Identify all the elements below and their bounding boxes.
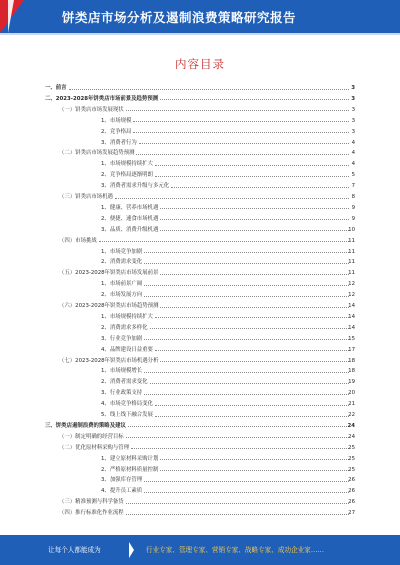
toc-entry[interactable] (45, 237, 355, 245)
toc-leader-dots (144, 492, 349, 493)
toc-entry[interactable] (45, 487, 355, 495)
page-header (0, 0, 400, 33)
toc-leader-dots (155, 350, 349, 351)
toc-entry-label: 一、前言 (45, 85, 67, 91)
toc-entry-label: （二）优化原材料采购与管理 (59, 444, 130, 451)
toc-entry-page: 11 (348, 248, 355, 255)
toc-leader-dots (160, 219, 349, 220)
toc-entry-label: 4、品牌建设日益重要 (101, 346, 153, 353)
toc-entry-page: 18 (348, 357, 355, 364)
toc-leader-dots (160, 274, 349, 275)
toc-entry-page: 9 (351, 204, 355, 211)
toc-leader-dots (155, 317, 349, 318)
toc-leader-dots (139, 143, 349, 144)
toc-entry-page: 3 (351, 106, 355, 113)
toc-leader-dots (131, 448, 349, 449)
toc-entry-page: 14 (348, 313, 355, 320)
toc-entry-page: 14 (348, 303, 355, 309)
toc-entry-label: 2、消费需求变化 (101, 259, 143, 266)
toc-leader-dots (144, 252, 349, 253)
toc-leader-dots (126, 110, 349, 111)
toc-entry-label: 3、加强库存管理 (101, 477, 143, 484)
toc-leader-dots (99, 241, 349, 242)
toc-entry-page: 25 (348, 444, 355, 451)
toc-entry[interactable] (45, 215, 355, 223)
toc-entry-label: （四）推行标准化作业流程 (59, 510, 124, 517)
toc-entry[interactable] (45, 444, 355, 452)
toc-entry[interactable] (45, 280, 355, 288)
toc-entry-label: 2、严格原材料质量控制 (101, 466, 159, 473)
toc-entry-label: （一）制定明确的经营目标 (59, 433, 124, 440)
toc-entry-label: 2、便捷、速食市场机遇 (101, 215, 159, 222)
toc-entry[interactable] (45, 324, 355, 332)
report-title: 饼类店市场分析及遏制浪费策略研究报告 (62, 10, 297, 25)
toc-entry-label: 2、竞争格局 (101, 128, 132, 135)
toc-entry-page: 3 (351, 128, 355, 135)
toc-entry[interactable] (45, 84, 355, 92)
footer-slogan-left: 让每个人都能成为 (48, 546, 101, 554)
toc-entry[interactable] (45, 422, 355, 430)
toc-leader-dots (160, 307, 349, 308)
toc-leader-dots (136, 154, 349, 155)
toc-entry-label: 1、建立原材料采购计划 (101, 455, 159, 462)
toc-leader-dots (144, 372, 349, 373)
toc-entry-page: 3 (351, 95, 355, 102)
toc-entry-page: 4 (351, 150, 355, 157)
toc-entry-page: 26 (348, 477, 355, 484)
toc-entry-label: 1、市场前景广阔 (101, 281, 143, 288)
toc-leader-dots (155, 405, 349, 406)
toc-leader-dots (126, 514, 349, 515)
toc-entry-page: 19 (348, 379, 355, 386)
toc-entry-label: 1、市场规模增长 (101, 368, 143, 375)
toc-entry[interactable] (45, 335, 355, 343)
toc-entry-page: 25 (348, 466, 355, 473)
toc-heading: 内容目录 (175, 57, 225, 71)
toc-entry[interactable] (45, 455, 355, 463)
toc-leader-dots (144, 394, 349, 395)
toc-entry-label: 3、消费者需求升级与多元化 (101, 183, 170, 190)
toc-entry-label: （七）2023-2028年饼类店市场机遇分析 (59, 357, 159, 364)
toc-entry-page: 24 (347, 422, 355, 429)
toc-leader-dots (160, 99, 349, 100)
toc-entry-page: 7 (351, 183, 355, 190)
toc-leader-dots (160, 361, 349, 362)
toc-entry[interactable] (45, 182, 355, 190)
toc-entry[interactable] (45, 367, 355, 375)
toc-entry-label: 1、市场竞争加剧 (101, 248, 143, 255)
toc-entry-page: 17 (348, 346, 355, 353)
toc-entry[interactable] (45, 128, 355, 136)
toc-entry-label: 3、品质、消费升级机遇 (101, 226, 159, 233)
toc-entry-page: 18 (348, 368, 355, 375)
toc-entry-page: 21 (348, 401, 355, 408)
toc-leader-dots (150, 328, 349, 329)
toc-entry-page: 24 (348, 433, 355, 440)
toc-entry-page: 27 (348, 510, 355, 517)
toc-entry[interactable] (45, 258, 355, 266)
toc-entry-page: 10 (348, 226, 355, 233)
toc-entry-page: 12 (348, 281, 355, 288)
toc-entry[interactable] (45, 95, 355, 103)
toc-entry[interactable] (45, 204, 355, 212)
toc-entry-page: 4 (351, 139, 355, 146)
toc-entry[interactable] (45, 346, 355, 354)
toc-entry[interactable] (45, 498, 355, 506)
toc-leader-dots (160, 208, 349, 209)
toc-entry[interactable] (45, 433, 355, 441)
toc-leader-dots (155, 416, 349, 417)
footer-arrow-icon (129, 542, 134, 558)
toc-leader-dots (133, 121, 349, 122)
toc-leader-dots (128, 426, 349, 427)
toc-entry-page: 11 (348, 237, 355, 244)
toc-entry[interactable] (45, 139, 355, 147)
toc-entry[interactable] (45, 389, 355, 397)
toc-entry-label: （六）2023-2028年饼类店市场趋势预测 (59, 303, 159, 309)
toc-entry[interactable] (45, 248, 355, 256)
toc-entry-label: （一）饼类店市场发展现状 (59, 106, 124, 113)
toc-entry-label: 1、市场规模 (101, 117, 132, 124)
footer-slogan-right: 行业专家、管理专家、营销专家、战略专家、成功企业家…… (146, 546, 325, 554)
toc-entry-label: 2、消费者需求变化 (101, 379, 148, 386)
page-footer (0, 535, 400, 565)
toc-entry-page: 15 (348, 335, 355, 342)
toc-leader-dots (144, 296, 349, 297)
toc-leader-dots (160, 459, 349, 460)
toc-entry-label: 1、健康、营养市场机遇 (101, 204, 159, 211)
toc-leader-dots (126, 437, 349, 438)
toc-leader-dots (144, 481, 349, 482)
toc-entry-label: （三）精准预测与科学备货 (59, 499, 124, 506)
toc-entry-page: 8 (351, 194, 355, 200)
toc-entry-label: 2、市场发展方向 (101, 292, 143, 299)
toc-leader-dots (133, 132, 349, 133)
toc-entry-label: 3、行业政策支持 (101, 390, 143, 397)
toc-entry[interactable] (45, 226, 355, 234)
toc-entry[interactable] (45, 291, 355, 299)
toc-entry-label: 二、2023-2028年饼类店市场前景及趋势预测 (45, 95, 159, 102)
toc-entry[interactable] (45, 171, 355, 179)
toc-entry[interactable] (45, 411, 355, 419)
toc-entry-page: 3 (351, 85, 355, 91)
toc-entry-label: 2、消费需求多样化 (101, 324, 148, 331)
toc-entry[interactable] (45, 313, 355, 321)
toc-leader-dots (144, 339, 349, 340)
toc-entry-page: 22 (348, 412, 355, 418)
toc-entry-page: 11 (348, 270, 355, 277)
toc-entry[interactable] (45, 400, 355, 408)
toc-leader-dots (115, 198, 349, 199)
toc-entry[interactable] (45, 466, 355, 474)
toc-entry[interactable] (45, 476, 355, 484)
toc-entry[interactable] (45, 357, 355, 365)
toc-leader-dots (171, 187, 349, 188)
toc-entry-label: （二）饼类店市场发展趋势预测 (59, 150, 135, 157)
toc-entry-label: 4、市场竞争格局变化 (101, 401, 153, 408)
toc-entry-label: 1、市场规模持续扩大 (101, 313, 153, 320)
toc-entry-label: （五）2023-2028年饼类店市场发展前景 (59, 270, 159, 277)
toc-entry-page: 14 (348, 324, 355, 331)
toc-leader-dots (144, 285, 349, 286)
toc-leader-dots (150, 383, 349, 384)
toc-entry[interactable] (45, 117, 355, 125)
toc-entry-page: 20 (348, 390, 355, 397)
toc-entry-label: 5、线上线下融合发展 (101, 412, 153, 418)
toc-entry-label: （三）饼类店市场机遇 (59, 194, 113, 200)
toc-entry-label: 三、饼类店遏制浪费的策略及建议 (45, 422, 126, 429)
toc-leader-dots (144, 263, 349, 264)
header-white-accent (8, 0, 14, 33)
toc-entry[interactable] (45, 193, 355, 201)
toc-entry[interactable] (45, 149, 355, 157)
toc-entry-page: 9 (351, 215, 355, 222)
toc-leader-dots (155, 176, 349, 177)
toc-entry-label: 3、行业竞争加剧 (101, 335, 143, 342)
toc-leader-dots (160, 230, 349, 231)
toc-entry-page: 5 (351, 172, 355, 179)
toc-entry-label: （四）市场挑战 (59, 237, 97, 244)
toc-leader-dots (160, 470, 349, 471)
toc-entry[interactable] (45, 160, 355, 168)
toc-entry-label: 1、市场规模持续扩大 (101, 161, 153, 168)
header-stripe (0, 33, 400, 35)
toc-entry[interactable] (45, 106, 355, 114)
toc-entry[interactable] (45, 269, 355, 277)
toc-leader-dots (126, 503, 349, 504)
toc-leader-dots (69, 89, 349, 90)
toc-entry-page: 26 (348, 488, 355, 495)
toc-entry-page: 4 (351, 161, 355, 168)
toc-leader-dots (155, 165, 349, 166)
toc-entry[interactable] (45, 302, 355, 310)
toc-entry-label: 4、提升员工素质 (101, 488, 143, 495)
toc-entry[interactable] (45, 509, 355, 517)
toc-entry-page: 12 (348, 292, 355, 299)
toc-entry[interactable] (45, 378, 355, 386)
toc-entry-page: 3 (351, 117, 355, 124)
toc-entry-label: 3、消费者行为 (101, 139, 137, 146)
toc-entry-label: 2、竞争格局逐渐明朗 (101, 172, 153, 179)
toc-entry-page: 25 (348, 455, 355, 462)
toc-entry-page: 26 (348, 499, 355, 506)
toc-entry-page: 11 (348, 259, 355, 266)
